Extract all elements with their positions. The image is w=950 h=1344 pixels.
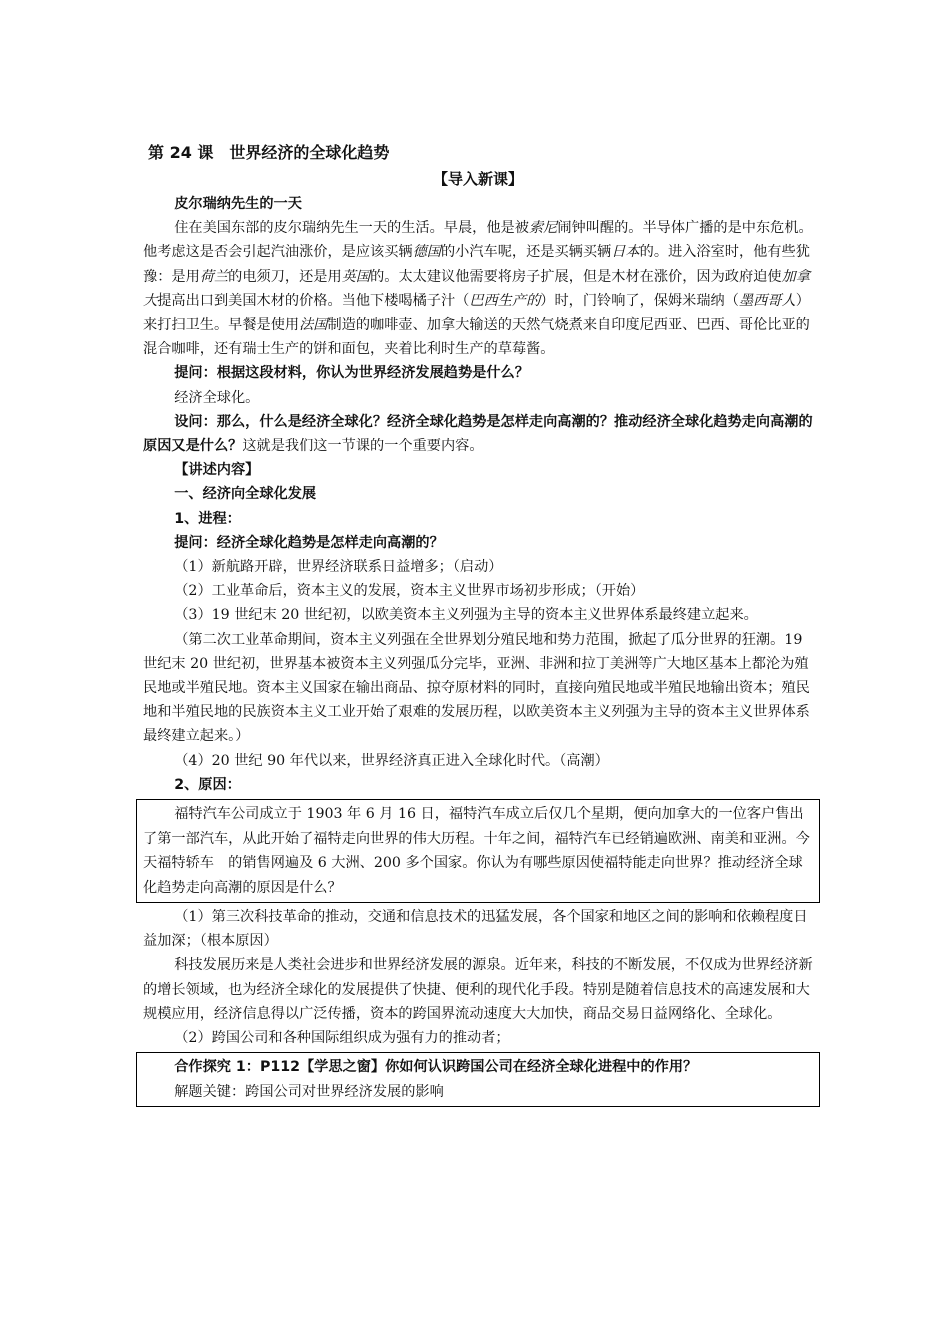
section-1-heading: 一、经济向全球化发展 (174, 486, 317, 503)
story-title: 皮尔瑞纳先生的一天 (174, 196, 302, 212)
reason-1-note: 科技发展历来是人类社会进步和世界经济发展的源泉。近年来，科技的不断发展，不仅成为世界经济新的增长领域，也为经济全球化的发展提供了快捷、便利的现代化手段。特别是随着信息技术的高速发展和大规模应用，经济信息得以广泛传播，资本的跨国界流动速度大大加快，商品交易日益网络化、全球化。 (143, 957, 813, 1022)
cooperation-box (136, 1052, 820, 1107)
document-page (143, 140, 813, 1109)
process-item-1: （1）新航路开辟，世界经济联系日益增多；（启动） (174, 559, 503, 576)
content-heading: 【讲述内容】 (174, 462, 260, 479)
ford-case-box (136, 799, 820, 903)
lesson-title: 第 24 课 世界经济的全球化趋势 (148, 143, 390, 162)
question-1: 提问：根据这段材料，你认为世界经济发展趋势是什么？ (174, 365, 529, 382)
intro-heading: 【导入新课】 (432, 170, 523, 188)
reason-2: （2）跨国公司和各种国际组织成为强有力的推动者； (174, 1030, 510, 1047)
answer-1: 经济全球化。 (174, 389, 260, 406)
subsection-process: 1、进程： (174, 510, 241, 527)
ford-case-text: 福特汽车公司成立于 1903 年 6 月 16 日，福特汽车成立后仅几个星期，便向加拿大的一位客户售出了第一部汽车，从此开始了福特走向世界的伟大历程。十年之间，福特汽车已经销遍欧洲、南美和亚洲。今天福特轿车 的销售网遍及 6 大洲、200 多个国家。你认为有哪些原因使福特能走向世界？推动经济全球化趋势走向高潮的原因是什么？ (143, 806, 810, 896)
cooperation-key: 解题关键：跨国公司对世界经济发展的影响 (174, 1083, 444, 1100)
subsection-reasons: 2、原因： (174, 776, 241, 793)
cooperation-question: 合作探究 1：P112【学思之窗】你如何认识跨国公司在经济全球化进程中的作用？ (174, 1059, 698, 1076)
question-2: 设问：那么，什么是经济全球化？经济全球化趋势是怎样走向高潮的？推动经济全球化趋势走向高潮的原因又是什么？这就是我们这一节课的一个重要内容。 (143, 413, 813, 455)
story-paragraph: 住在美国东部的皮尔瑞纳先生一天的生活。早晨，他是被索尼闹钟叫醒的。半导体广播的是中东危机。他考虑这是否会引起汽油涨价，是应该买辆德国的小汽车呢，还是买辆买辆日本的。进入浴室时，他有些犹豫：是用荷兰的电须刀，还是用英国的。太太建议他需要将房子扩展，但是木材在涨价，因为政府迫使加拿大提高出口到美国木材的价格。当他下楼喝橘子汁（巴西生产的）时，门铃响了，保姆米瑞纳（墨西哥人）来打扫卫生。早餐是使用法国制造的咖啡壶、加拿大输送的天然气烧煮来自印度尼西亚、巴西、哥伦比亚的混合咖啡，还有瑞士生产的饼和面包，夹着比利时生产的草莓酱。 (143, 220, 813, 358)
process-item-4: （4）20 世纪 90 年代以来，世界经济真正进入全球化时代。（高潮） (174, 752, 609, 769)
process-item-3: （3）19 世纪末 20 世纪初，以欧美资本主义列强为主导的资本主义世界体系最终建立起来。 (174, 607, 758, 624)
process-item-3-note: （第二次工业革命期间，资本主义列强在全世界划分殖民地和势力范围，掀起了瓜分世界的狂潮。19 世纪末 20 世纪初，世界基本被资本主义列强瓜分完毕，亚洲、非洲和拉丁美洲等广大地区基本上都沦为殖民地或半殖民地。资本主义国家在输出商品、掠夺原材料的同时，直接向殖民地或半殖民地输出资本；殖民地和半殖民地的民族资本主义工业开始了艰难的发展历程，以欧美资本主义列强为主导的资本主义世界体系最终建立起来。） (143, 631, 810, 745)
reason-1: （1）第三次科技革命的推动，交通和信息技术的迅猛发展，各个国家和地区之间的影响和依赖程度日益加深；（根本原因） (143, 909, 808, 950)
process-item-2: （2）工业革命后，资本主义的发展，资本主义世界市场初步形成；（开始） (174, 583, 645, 600)
question-3: 提问：经济全球化趋势是怎样走向高潮的？ (174, 534, 444, 551)
